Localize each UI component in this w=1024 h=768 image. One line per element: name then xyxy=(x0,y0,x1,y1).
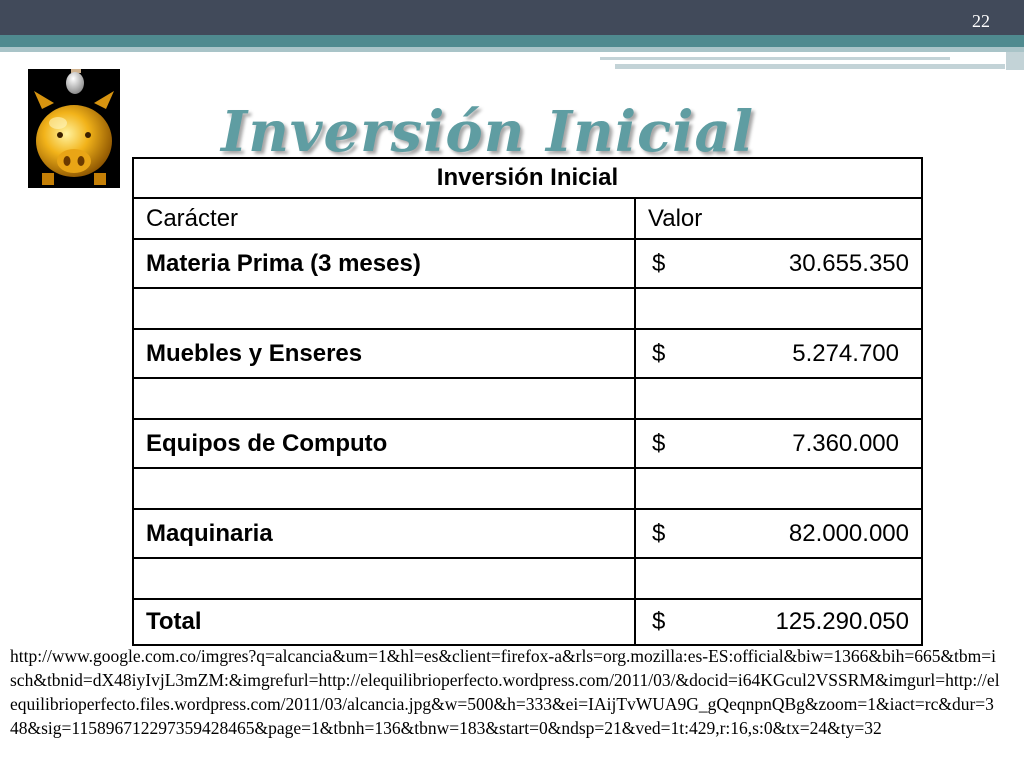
teal-band xyxy=(0,35,1024,47)
currency-symbol: $ xyxy=(652,519,666,547)
column-header-row xyxy=(133,198,922,239)
currency-symbol: $ xyxy=(652,339,666,367)
currency-symbol: $ xyxy=(652,249,666,277)
top-bar xyxy=(0,0,1024,35)
page-title: Inversión Inicial xyxy=(221,99,755,165)
empty-row xyxy=(133,558,922,599)
empty-row xyxy=(133,288,922,329)
amount: 5.274.700 xyxy=(792,339,899,367)
table-header: Inversión Inicial xyxy=(133,158,922,198)
amount: 30.655.350 xyxy=(788,249,909,277)
row-value xyxy=(635,239,922,288)
slide-number: 22 xyxy=(972,11,990,31)
row-value xyxy=(635,329,922,378)
table-row xyxy=(133,329,922,378)
light-band xyxy=(0,47,1024,52)
source-link[interactable]: http://www.google.com.co/imgres?q=alcancia&um=1&hl=es&client=firefox-a&rls=org.mozilla:es-ES:official&biw=1366&bih=665&tbm=isch&tbnid=dX48iyIvjL3mZM:&imgrefurl=http://elequilibrioperfecto.wordpress.com/2011/03/&docid=i64KGcul2VSSRM&imgurl=http://elequilibrioperfecto.files.wordpress.com/2011/03/alcancia.jpg&w=500&h=333&ei=IAijTvWUA9G_gQeqnpnQBg&zoom=1&iact=rc&dur=348&sig=115896712297359428465&page=1&tbnh=136&tbnw=183&start=0&ndsp=21&ved=1t:429,r:16,s:0&tx=24&ty=32 xyxy=(10,646,1000,738)
empty-row xyxy=(133,468,922,509)
table-header-row xyxy=(133,158,922,198)
table-row xyxy=(133,419,922,468)
total-label: Total xyxy=(133,599,635,645)
total-value xyxy=(635,599,922,645)
table-row xyxy=(133,509,922,558)
piggy-bank-icon xyxy=(28,69,120,188)
row-label: Muebles y Enseres xyxy=(133,329,635,378)
investment-table xyxy=(132,157,923,646)
row-label: Maquinaria xyxy=(133,509,635,558)
row-label: Equipos de Computo xyxy=(133,419,635,468)
column-header-value: Valor xyxy=(635,198,922,239)
table-row xyxy=(133,239,922,288)
row-label: Materia Prima (3 meses) xyxy=(133,239,635,288)
total-row xyxy=(133,599,922,645)
decorative-line xyxy=(615,64,1005,69)
decorative-block xyxy=(1006,52,1024,70)
empty-row xyxy=(133,378,922,419)
amount: 125.290.050 xyxy=(775,608,909,635)
amount: 7.360.000 xyxy=(792,429,899,457)
currency-symbol: $ xyxy=(652,429,666,457)
row-value xyxy=(635,509,922,558)
row-value xyxy=(635,419,922,468)
amount: 82.000.000 xyxy=(788,519,909,547)
currency-symbol: $ xyxy=(652,608,666,635)
decorative-line xyxy=(600,57,950,60)
column-header-character: Carácter xyxy=(133,198,635,239)
